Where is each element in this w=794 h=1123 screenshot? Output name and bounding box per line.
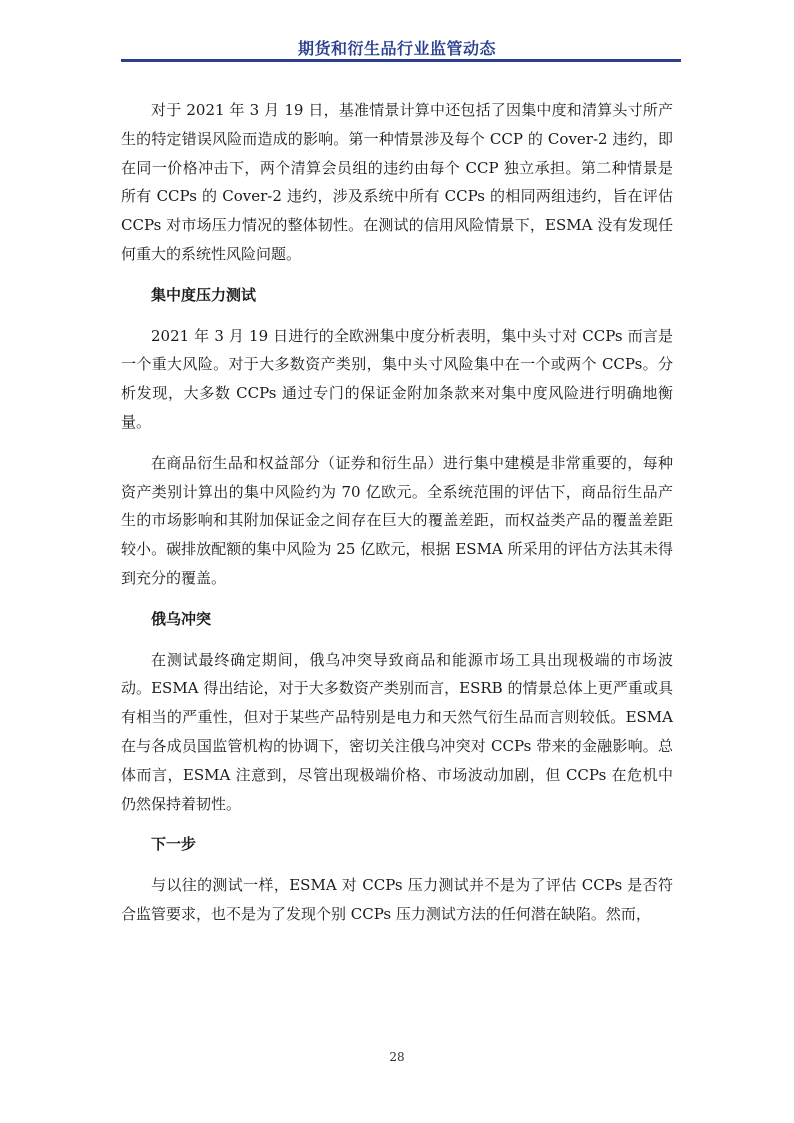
document-body [121,96,673,929]
section-heading-russia-ukraine: 俄乌冲突 [151,609,212,628]
paragraph-concentration-analysis: 2021 年 3 月 19 日进行的全欧洲集中度分析表明，集中头寸对 CCPs 而言是一个重大风险。对于大多数资产类别，集中头寸风险集中在一个或两个 CCPs。分析发现，大多数 CCPs 通过专门的保证金附加条款来对集中度风险进行明确地衡量。 [121,326,673,431]
paragraph-commodity-equity: 在商品衍生品和权益部分（证券和衍生品）进行集中建模是非常重要的，每种资产类别计算出的集中风险约为 70 亿欧元。全系统范围的评估下，商品衍生品产生的市场影响和其附加保证金之间存在巨大的覆盖差距，而权益类产品的覆盖差距较小。碳排放配额的集中风险为 25 亿欧元，根据 ESMA 所采用的评估方法其未得到充分的覆盖。 [121,453,673,587]
running-header-title: 期货和衍生品行业监管动态 [297,39,496,58]
paragraph-russia-ukraine: 在测试最终确定期间，俄乌冲突导致商品和能源市场工具出现极端的市场波动。ESMA 得出结论，对于大多数资产类别而言，ESRB 的情景总体上更严重或具有相当的严重性，但对于某些产品特别是电力和天然气衍生品而言则较低。ESMA 在与各成员国监管机构的协调下，密切关注俄乌冲突对 CCPs 带来的金融影响。总体而言，ESMA 注意到，尽管出现极端价格、市场波动加剧，但 CCPs 在危机中仍然保持着韧性。 [121,650,673,813]
page-number: 28 [389,1050,405,1064]
section-heading-concentration: 集中度压力测试 [151,285,257,304]
paragraph-next-steps: 与以往的测试一样，ESMA 对 CCPs 压力测试并不是为了评估 CCPs 是否符合监管要求，也不是为了发现个别 CCPs 压力测试方法的任何潜在缺陷。然而， [121,876,673,923]
paragraph-credit-risk-scenarios: 对于 2021 年 3 月 19 日，基准情景计算中还包括了因集中度和清算头寸所产生的特定错误风险而造成的影响。第一种情景涉及每个 CCP 的 Cover-2 违约，即在同一价格冲击下，两个清算会员组的违约由每个 CCP 独立承担。第二种情景是所有 CCPs 的 Cover-2 违约，涉及系统中所有 CCPs 的相同两组违约，旨在评估 CCPs 对市场压力情况的整体韧性。在测试的信用风险情景下，ESMA 没有发现任何重大的系统性风险问题。 [121,101,673,263]
header-rule [121,59,681,62]
section-heading-next-steps: 下一步 [151,835,197,854]
